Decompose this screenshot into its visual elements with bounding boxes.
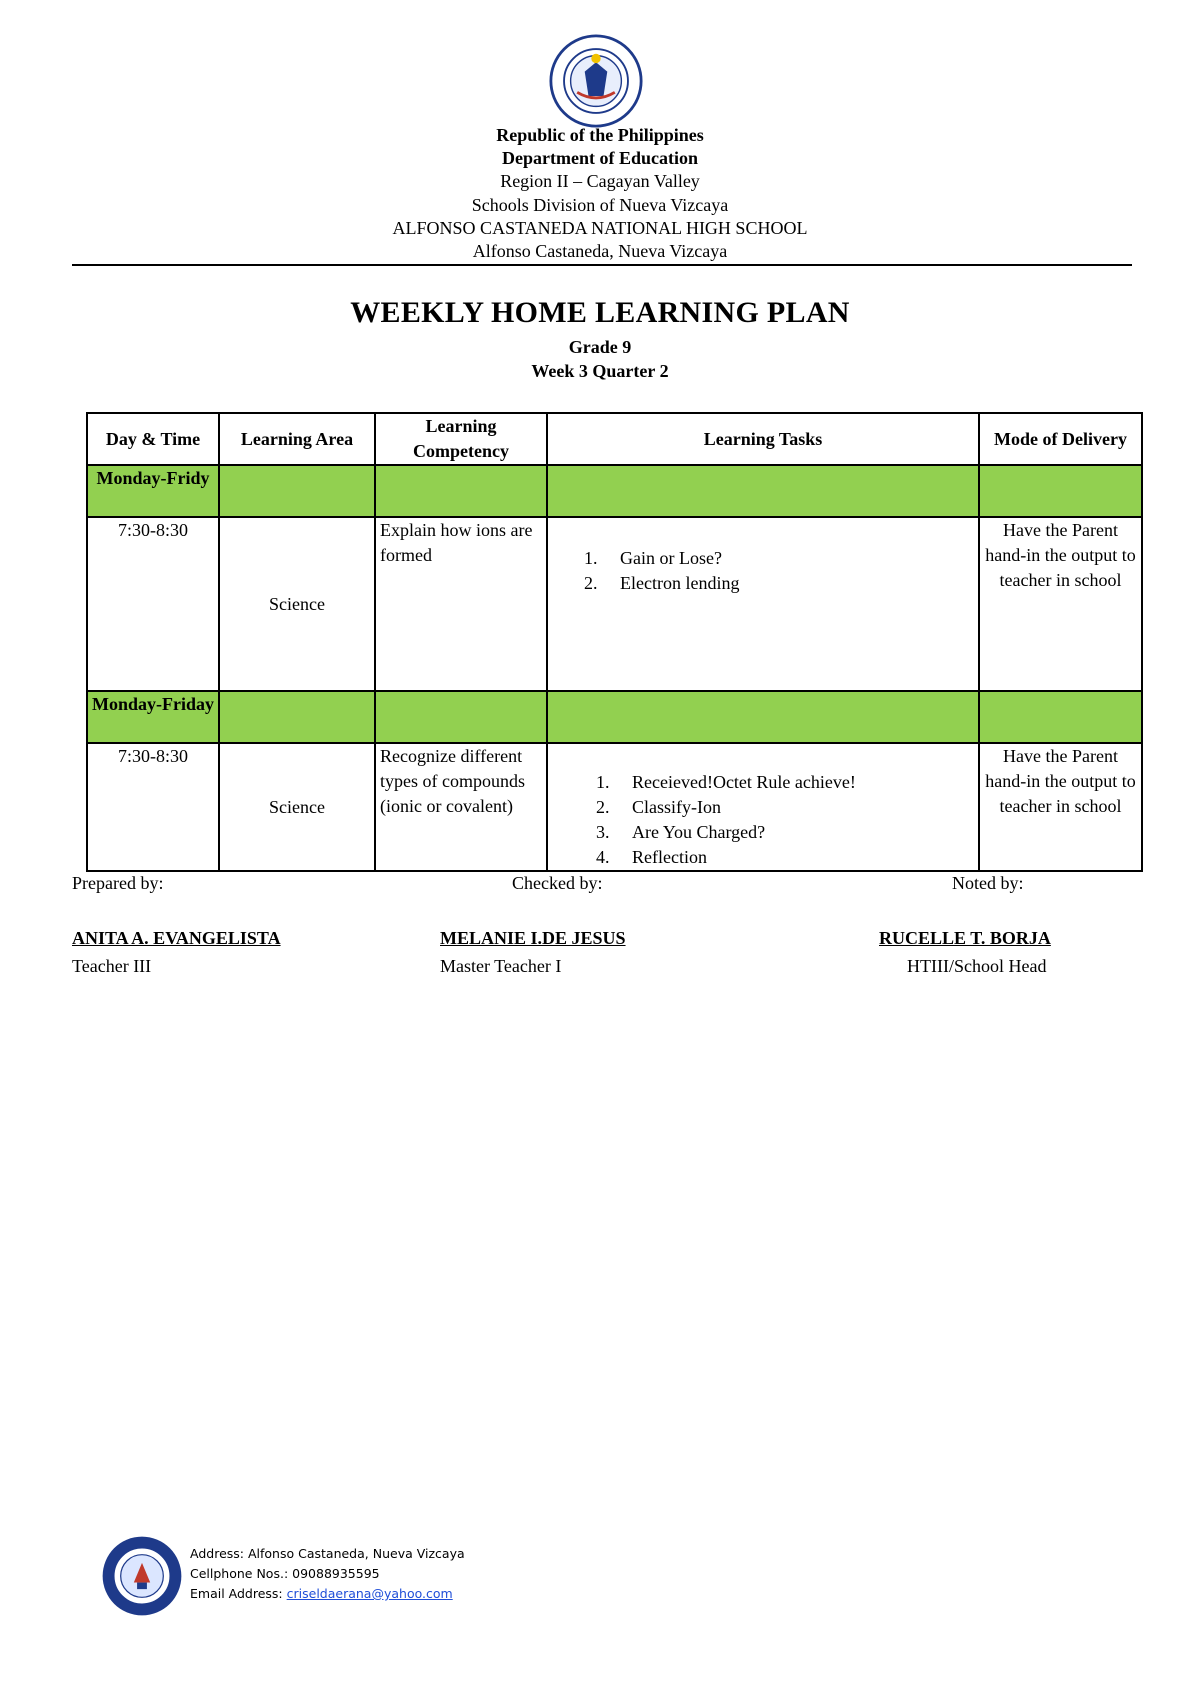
learning-plan-table — [86, 412, 1143, 872]
day-row — [87, 691, 1142, 743]
header-tasks: Learning Tasks — [547, 413, 979, 465]
division-line: Schools Division of Nueva Vizcaya — [471, 194, 729, 215]
area-cell: Science — [219, 517, 375, 691]
header-learning-area: Learning Area — [219, 413, 375, 465]
header-competency: Learning Competency — [375, 413, 547, 465]
page-title: WEEKLY HOME LEARNING PLAN — [350, 296, 850, 329]
school-line: ALFONSO CASTANEDA NATIONAL HIGH SCHOOL — [392, 217, 808, 238]
school-seal-logo — [101, 1535, 183, 1617]
tasks-cell — [547, 743, 979, 871]
task-item: 3. Are You Charged? — [614, 820, 974, 845]
tasks-cell — [547, 517, 979, 691]
grade-label: Grade 9 — [568, 337, 632, 357]
noted-by-label: Noted by: — [952, 873, 1024, 893]
mode-cell: Have the Parent hand-in the output to teacher in school — [979, 517, 1142, 691]
letterhead — [0, 124, 1200, 263]
prepared-by-name: ANITA A. EVANGELISTA — [72, 928, 281, 948]
table-row — [87, 517, 1142, 691]
checked-by-position: Master Teacher I — [440, 956, 562, 976]
prepared-by-label: Prepared by: — [72, 873, 164, 893]
area-cell: Science — [219, 743, 375, 871]
day-label: Monday-Fridy — [87, 465, 219, 517]
week-label: Week 3 Quarter 2 — [531, 361, 669, 381]
footer-email: Email Address: criseldaerana@yahoo.com — [190, 1586, 453, 1601]
noted-by-name: RUCELLE T. BORJA — [879, 928, 1051, 948]
table-header-row — [87, 413, 1142, 465]
table-row — [87, 743, 1142, 871]
footer-address: Address: Alfonso Castaneda, Nueva Vizcaya — [190, 1546, 465, 1561]
header-day-time: Day & Time — [87, 413, 219, 465]
email-link[interactable]: criseldaerana@yahoo.com — [286, 1586, 453, 1601]
day-label: Monday-Friday — [87, 691, 219, 743]
region-line: Region II – Cagayan Valley — [500, 171, 700, 192]
header-divider — [72, 264, 1132, 266]
task-item: 1. Receieved!Octet Rule achieve! — [614, 770, 974, 795]
address-line: Alfonso Castaneda, Nueva Vizcaya — [472, 241, 728, 262]
noted-by-position: HTIII/School Head — [907, 956, 1047, 976]
mode-cell: Have the Parent hand-in the output to teacher in school — [979, 743, 1142, 871]
task-item: 2. Classify-Ion — [614, 795, 974, 820]
footer-contact — [190, 1544, 465, 1604]
task-item: 1. Gain or Lose? — [602, 546, 974, 571]
time-cell: 7:30-8:30 — [87, 517, 219, 691]
competency-cell: Explain how ions are formed — [375, 517, 547, 691]
deped-seal-logo — [549, 34, 643, 128]
task-item: 4. Reflection — [614, 845, 974, 870]
checked-by-label: Checked by: — [512, 873, 603, 893]
task-item: 2. Electron lending — [602, 571, 974, 596]
prepared-by-position: Teacher III — [72, 956, 152, 976]
republic-line: Republic of the Philippines — [496, 125, 704, 145]
footer-phone: Cellphone Nos.: 09088935595 — [190, 1566, 380, 1581]
time-cell: 7:30-8:30 — [87, 743, 219, 871]
department-line: Department of Education — [502, 148, 698, 169]
checked-by-name: MELANIE I.DE JESUS — [440, 928, 626, 948]
competency-cell: Recognize different types of compounds (ionic or covalent) — [375, 743, 547, 871]
day-row — [87, 465, 1142, 517]
header-mode: Mode of Delivery — [979, 413, 1142, 465]
